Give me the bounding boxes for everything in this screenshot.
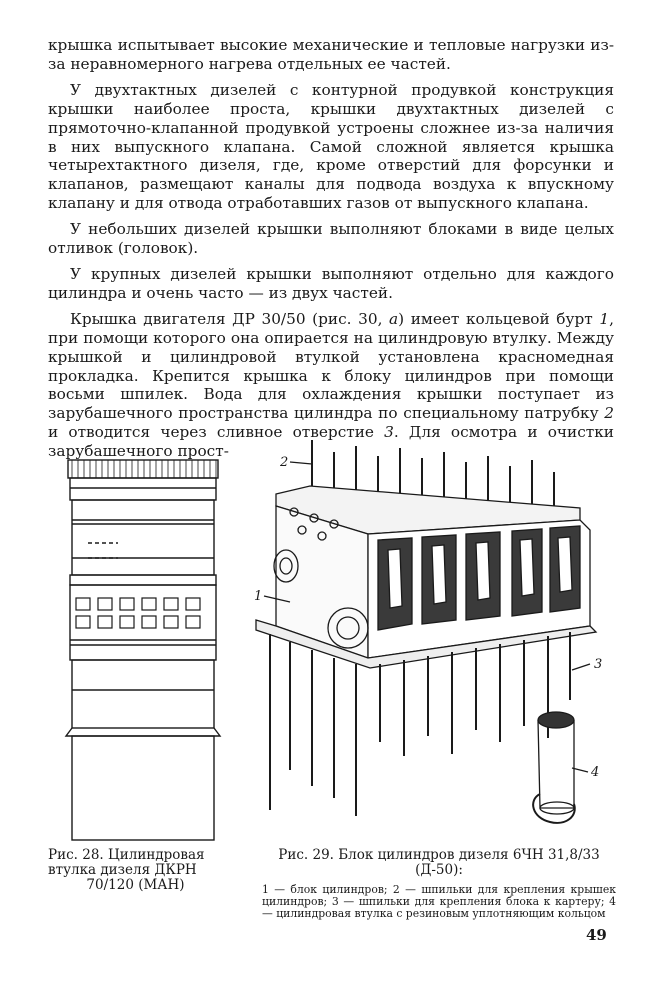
figure-29-label-1: 1 bbox=[254, 589, 263, 604]
figure-29-label-4: 4 bbox=[591, 765, 600, 780]
figure-28-caption-line: 70/120 (МАН) bbox=[86, 877, 185, 893]
paragraph-5-italic: 1 bbox=[599, 309, 610, 328]
paragraph-3: У небольших дизелей крышки выполняют блоками в виде целых отливок (головок). bbox=[48, 220, 614, 258]
paragraph-5-part: Крышка двигателя ДР 30/50 (рис. 30, bbox=[70, 309, 390, 328]
page-number: 49 bbox=[586, 926, 607, 944]
paragraph-5-italic: а bbox=[389, 309, 399, 328]
figure-29-label-3: 3 bbox=[594, 657, 603, 672]
paragraph-4: У крупных дизелей крышки выполняют отдельно для каждого цилиндра и очень часто — из двух частей. bbox=[48, 264, 614, 302]
figure-29-legend: 1 — блок цилиндров; 2 — шпильки для крепления крышек цилиндров; 3 — шпильки для крепления блока к картеру; 4 — цилиндровая втулка с резиновым уплотняющим кольцом bbox=[262, 883, 616, 920]
paragraph-5-part: и отводится через сливное отверстие bbox=[48, 423, 385, 442]
paragraph-5-part: . Для осмотра и очистки зарубашечного прост- bbox=[48, 423, 615, 461]
paragraph-1: крышка испытывает высокие механические и тепловые нагрузки из-за неравномерного нагрева отдельных ее частей. bbox=[48, 36, 614, 73]
body-text bbox=[48, 36, 614, 461]
cylinder-block-drawing bbox=[250, 438, 615, 833]
paragraph-2: У двухтактных дизелей с контурной продувкой конструкция крышки наиболее проста, крышки двухтактных дизелей с прямоточно-клапанной продувкой устроены сложнее из-за наличия в них выпускного клапана. Самой сложной является крышка четырехтактного дизеля, где, кроме отверстий для форсунки и клапанов, размещают каналы для подвода воздуха к впускному клапану и для отвода отработавших газов от выпускного клапана. bbox=[48, 80, 614, 213]
figure-29-caption bbox=[262, 848, 616, 920]
paragraph-5-italic: 3 bbox=[384, 423, 394, 442]
figure-29-caption-title: Рис. 29. Блок цилиндров дизеля 6ЧН 31,8/33 (Д-50): bbox=[278, 847, 600, 878]
figure-28-caption-line: Рис. 28. Цилиндровая bbox=[48, 847, 205, 863]
figure-28-caption bbox=[48, 848, 223, 893]
figure-28-caption-line: втулка дизеля ДКРН bbox=[48, 862, 197, 878]
cylinder-liner-drawing bbox=[58, 458, 228, 843]
paragraph-5-italic: 2 bbox=[604, 404, 614, 423]
paragraph-5-part: , при помощи которого она опирается на цилиндровую втулку. Между крышкой и цилиндровой втулкой установлена красномедная прокладка. Крепится крышка к блоку цилиндров при помощи восьми шпилек. Вода для охлаждения крышки поступает из зарубашечного пространства цилиндра по специальному патрубку bbox=[48, 309, 614, 423]
figure-29-label-2: 2 bbox=[280, 455, 289, 470]
paragraph-5-part: ) имеет кольцевой бурт bbox=[398, 309, 600, 328]
